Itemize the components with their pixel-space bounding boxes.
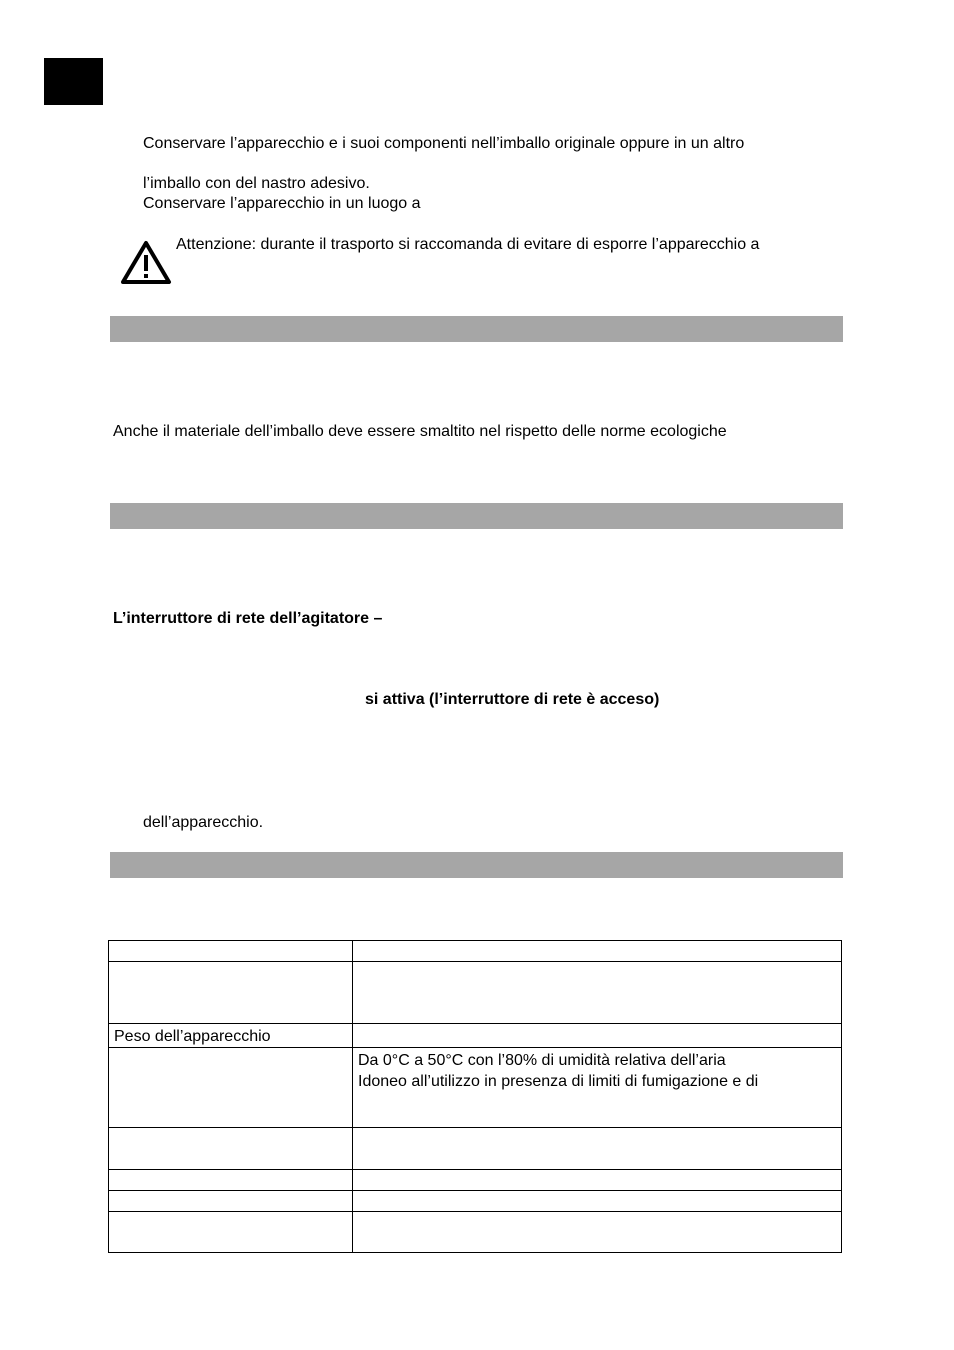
table-cell-value	[353, 962, 842, 1024]
table-cell-label	[109, 1128, 353, 1170]
table-row	[109, 1212, 842, 1253]
table-cell-label	[109, 1048, 353, 1128]
table-row	[109, 1128, 842, 1170]
table-row	[109, 1191, 842, 1212]
disposal-text: Anche il materiale dell’imballo deve essere smaltito nel rispetto delle norme ecologiche	[113, 423, 727, 440]
table-cell-value	[353, 1048, 842, 1128]
table-row	[109, 941, 842, 962]
section-bar-2	[110, 503, 843, 529]
page-corner-block	[44, 58, 103, 105]
storage-line-2: l’imballo con del nastro adesivo.	[143, 175, 370, 192]
table-cell-line: Idoneo all’utilizzo in presenza di limiti di fumigazione e di	[358, 1073, 759, 1090]
table-cell-value	[353, 1191, 842, 1212]
switch-title: L’interruttore di rete dell’agitatore –	[113, 610, 383, 627]
table-cell-value	[353, 1212, 842, 1253]
table-cell-value	[353, 1170, 842, 1191]
table-cell-value	[353, 941, 842, 962]
table-cell-label	[109, 941, 353, 962]
table-row	[109, 1024, 842, 1048]
section-bar-3	[110, 852, 843, 878]
storage-line-1: Conservare l’apparecchio e i suoi componenti nell’imballo originale oppure in un altro	[143, 135, 745, 152]
table-cell-label	[109, 1191, 353, 1212]
table-cell-label: Peso dell’apparecchio	[109, 1024, 353, 1048]
table-cell-label	[109, 1170, 353, 1191]
warning-text: Attenzione: durante il trasporto si raccomanda di evitare di esporre l’apparecchio a	[176, 236, 760, 253]
device-text: dell’apparecchio.	[143, 814, 264, 831]
warning-triangle-icon	[120, 239, 172, 285]
table-cell-label	[109, 962, 353, 1024]
table-cell-value	[353, 1128, 842, 1170]
switch-active-text: si attiva (l’interruttore di rete è acceso)	[365, 691, 660, 708]
storage-line-3: Conservare l’apparecchio in un luogo a	[143, 195, 421, 212]
table-cell-label	[109, 1212, 353, 1253]
table-row	[109, 962, 842, 1024]
table-row	[109, 1048, 842, 1128]
table-row	[109, 1170, 842, 1191]
spec-table	[108, 940, 842, 1253]
section-bar-1	[110, 316, 843, 342]
table-cell-line: Da 0°C a 50°C con l’80% di umidità relativa dell’aria	[358, 1052, 726, 1069]
table-cell-value	[353, 1024, 842, 1048]
